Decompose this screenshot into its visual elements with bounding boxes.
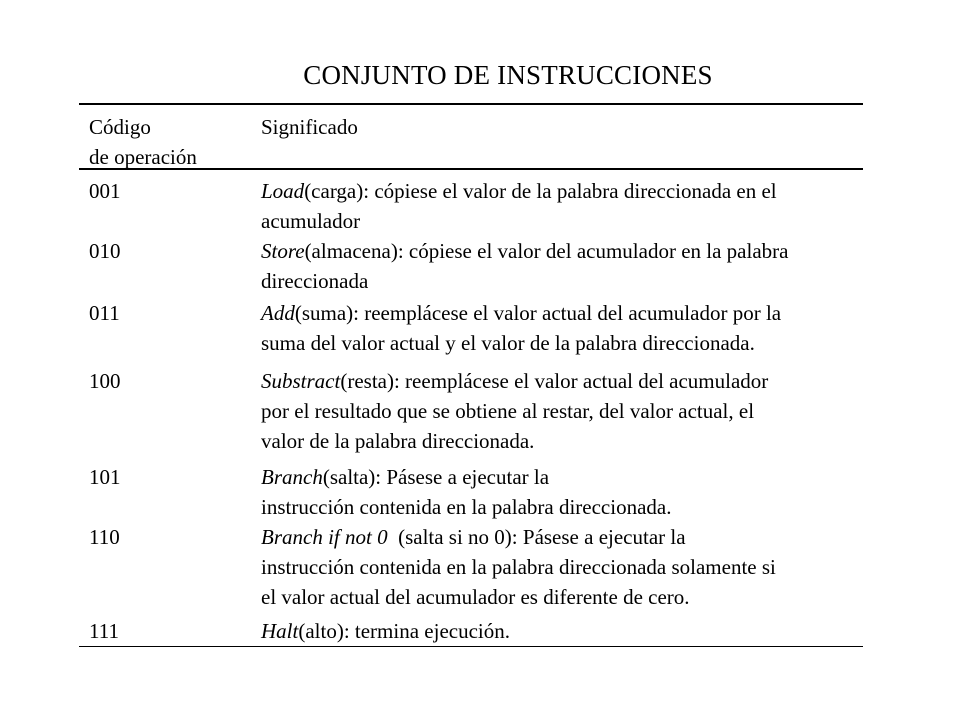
meaning-line: acumulador [261,209,361,233]
header-code [89,112,249,172]
opcode: 010 [89,239,121,263]
meaning-text: (salta): Pásese a ejecutar la [322,465,550,489]
opcode-meaning [261,462,951,522]
opcode-meaning [261,522,951,612]
meaning-text: (salta si no 0): Pásese a ejecutar la [387,525,686,549]
opcode-meaning [261,176,951,236]
meaning-line: instrucción contenida en la palabra direccionada. [261,495,672,519]
opcode-meaning [261,616,951,646]
meaning-line [261,522,951,552]
instruction-keyword: Load [261,179,305,203]
meaning-text: (suma): reemplácese el valor actual del acumulador por la [294,301,782,325]
meaning-line: instrucción contenida en la palabra direccionada solamente si [261,555,776,579]
meaning-line [261,462,951,492]
meaning-line: por el resultado que se obtiene al restar, del valor actual, el [261,399,755,423]
table-bottom-rule [79,646,863,647]
meaning-line [261,616,951,646]
instruction-keyword: Store [261,239,305,263]
opcode: 110 [89,525,120,549]
meaning-line: suma del valor actual y el valor de la palabra direccionada. [261,331,755,355]
page-title: CONJUNTO DE INSTRUCCIONES [303,60,713,90]
table-header-rule [79,168,863,170]
meaning-text: (carga): cópiese el valor de la palabra direccionada en el [304,179,777,203]
header-code-line2: de operación [89,145,197,169]
meaning-line [261,236,951,266]
instruction-keyword: Branch if not 0 [261,525,388,549]
meaning-text: (almacena): cópiese el valor del acumulador en la palabra [304,239,789,263]
meaning-line [261,176,951,206]
opcode: 101 [89,465,121,489]
meaning-line: valor de la palabra direccionada. [261,429,535,453]
meaning-line: el valor actual del acumulador es diferente de cero. [261,585,690,609]
opcode: 001 [89,179,121,203]
opcode-meaning [261,236,951,296]
meaning-line [261,298,951,328]
opcode-meaning [261,298,951,358]
instruction-keyword: Add [261,301,295,325]
instruction-keyword: Halt [261,619,299,643]
instruction-keyword: Substract [261,369,341,393]
meaning-text: (alto): termina ejecución. [298,619,510,643]
instruction-keyword: Branch [261,465,323,489]
opcode-meaning [261,366,951,456]
meaning-line: direccionada [261,269,369,293]
table-top-rule [79,103,863,105]
meaning-text: (resta): reemplácese el valor actual del acumulador [340,369,769,393]
opcode: 111 [89,619,119,643]
header-code-line1: Código [89,115,151,139]
opcode: 100 [89,369,121,393]
opcode: 011 [89,301,120,325]
header-meaning: Significado [261,115,358,139]
meaning-line [261,366,951,396]
